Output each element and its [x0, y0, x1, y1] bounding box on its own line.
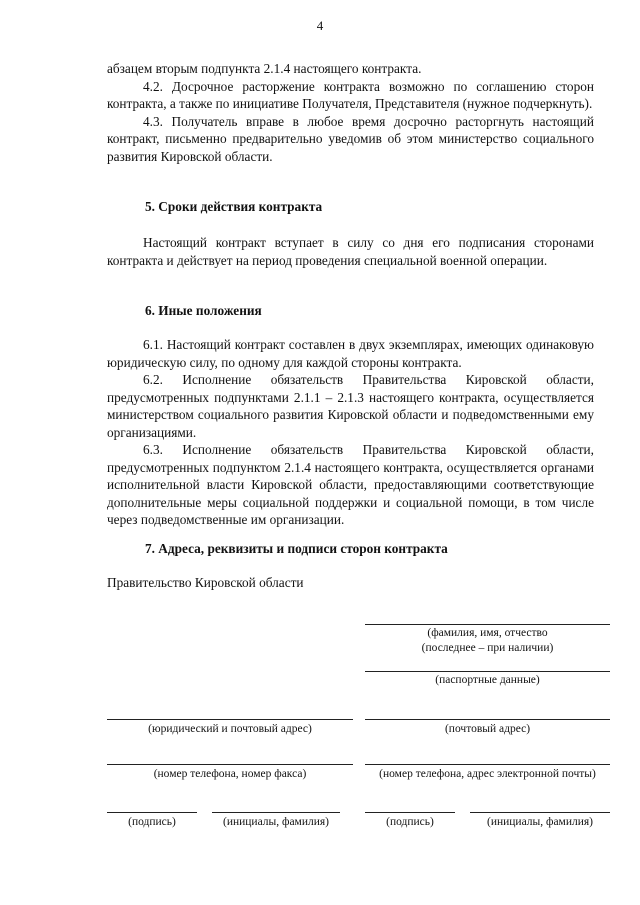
party-government: Правительство Кировской области [107, 575, 304, 590]
page-number: 4 [316, 18, 324, 33]
fio-line [365, 624, 610, 625]
clause-6-2: 6.2. Исполнение обязательств Правительства Кировской области, предусмотренных подпунктами 2.1.1 – 2.1.3 настоящего контракта, осуществляется министерством социального развития Кировской области и подведомственными ему организациями. [107, 372, 594, 440]
left-initials-line [212, 812, 340, 813]
passport-line [365, 671, 610, 672]
section-7-heading: 7. Адреса, реквизиты и подписи сторон контракта [145, 541, 448, 556]
postal-address-caption: (почтовый адрес) [444, 723, 531, 735]
left-signature-caption: (подпись) [128, 816, 176, 828]
section-6-body [107, 336, 594, 529]
section-5-paragraph: Настоящий контракт вступает в силу со дня его подписания сторонами контракта и действует на период проведения специальной военной операции. [107, 235, 594, 268]
legal-address-line [107, 719, 353, 720]
section-5-heading: 5. Сроки действия контракта [145, 199, 323, 214]
passport-caption: (паспортные данные) [435, 674, 540, 686]
clause-4-3: 4.3. Получатель вправе в любое время досрочно расторгнуть настоящий контракт, письменно предварительно уведомив об этом министерство социального развития Кировской области. [107, 113, 594, 164]
right-signature-line [365, 812, 455, 813]
clause-6-1: 6.1. Настоящий контракт составлен в двух экземплярах, имеющих одинаковую юридическую силу, по одному для каждой стороны контракта. [107, 337, 594, 370]
right-initials-caption: (инициалы, фамилия) [486, 816, 594, 828]
right-initials-line [470, 812, 610, 813]
postal-address-line [365, 719, 610, 720]
clause-6-3: 6.3. Исполнение обязательств Правительства Кировской области, предусмотренных подпунктом 2.1.4 настоящего контракта, осуществляется органами исполнительной власти Кировской области, предоставляющими соответствующие дополнительные меры социальной поддержки и социальной помощи, в том числе через подведомственные им организации. [107, 442, 594, 527]
clauses-4 [107, 60, 594, 165]
clause-4-2: 4.2. Досрочное расторжение контракта возможно по соглашению сторон контракта, а также по инициативе Получателя, Представителя (нужное подчеркнуть). [107, 78, 594, 111]
fio-caption-line2: (последнее – при наличии) [421, 642, 554, 654]
fio-caption-line1: (фамилия, имя, отчество [427, 627, 548, 639]
phone-email-caption: (номер телефона, адрес электронной почты) [379, 768, 596, 780]
phone-fax-caption: (номер телефона, номер факса) [153, 768, 307, 780]
phone-fax-line [107, 764, 353, 765]
left-initials-caption: (инициалы, фамилия) [222, 816, 330, 828]
right-signature-caption: (подпись) [386, 816, 434, 828]
paragraph-continuation: абзацем вторым подпункта 2.1.4 настоящего контракта. [107, 61, 422, 76]
left-signature-line [107, 812, 197, 813]
section-5-body [107, 234, 594, 269]
phone-email-line [365, 764, 610, 765]
section-6-heading: 6. Иные положения [145, 303, 262, 318]
fio-caption [365, 626, 610, 656]
legal-address-caption: (юридический и почтовый адрес) [148, 723, 312, 735]
